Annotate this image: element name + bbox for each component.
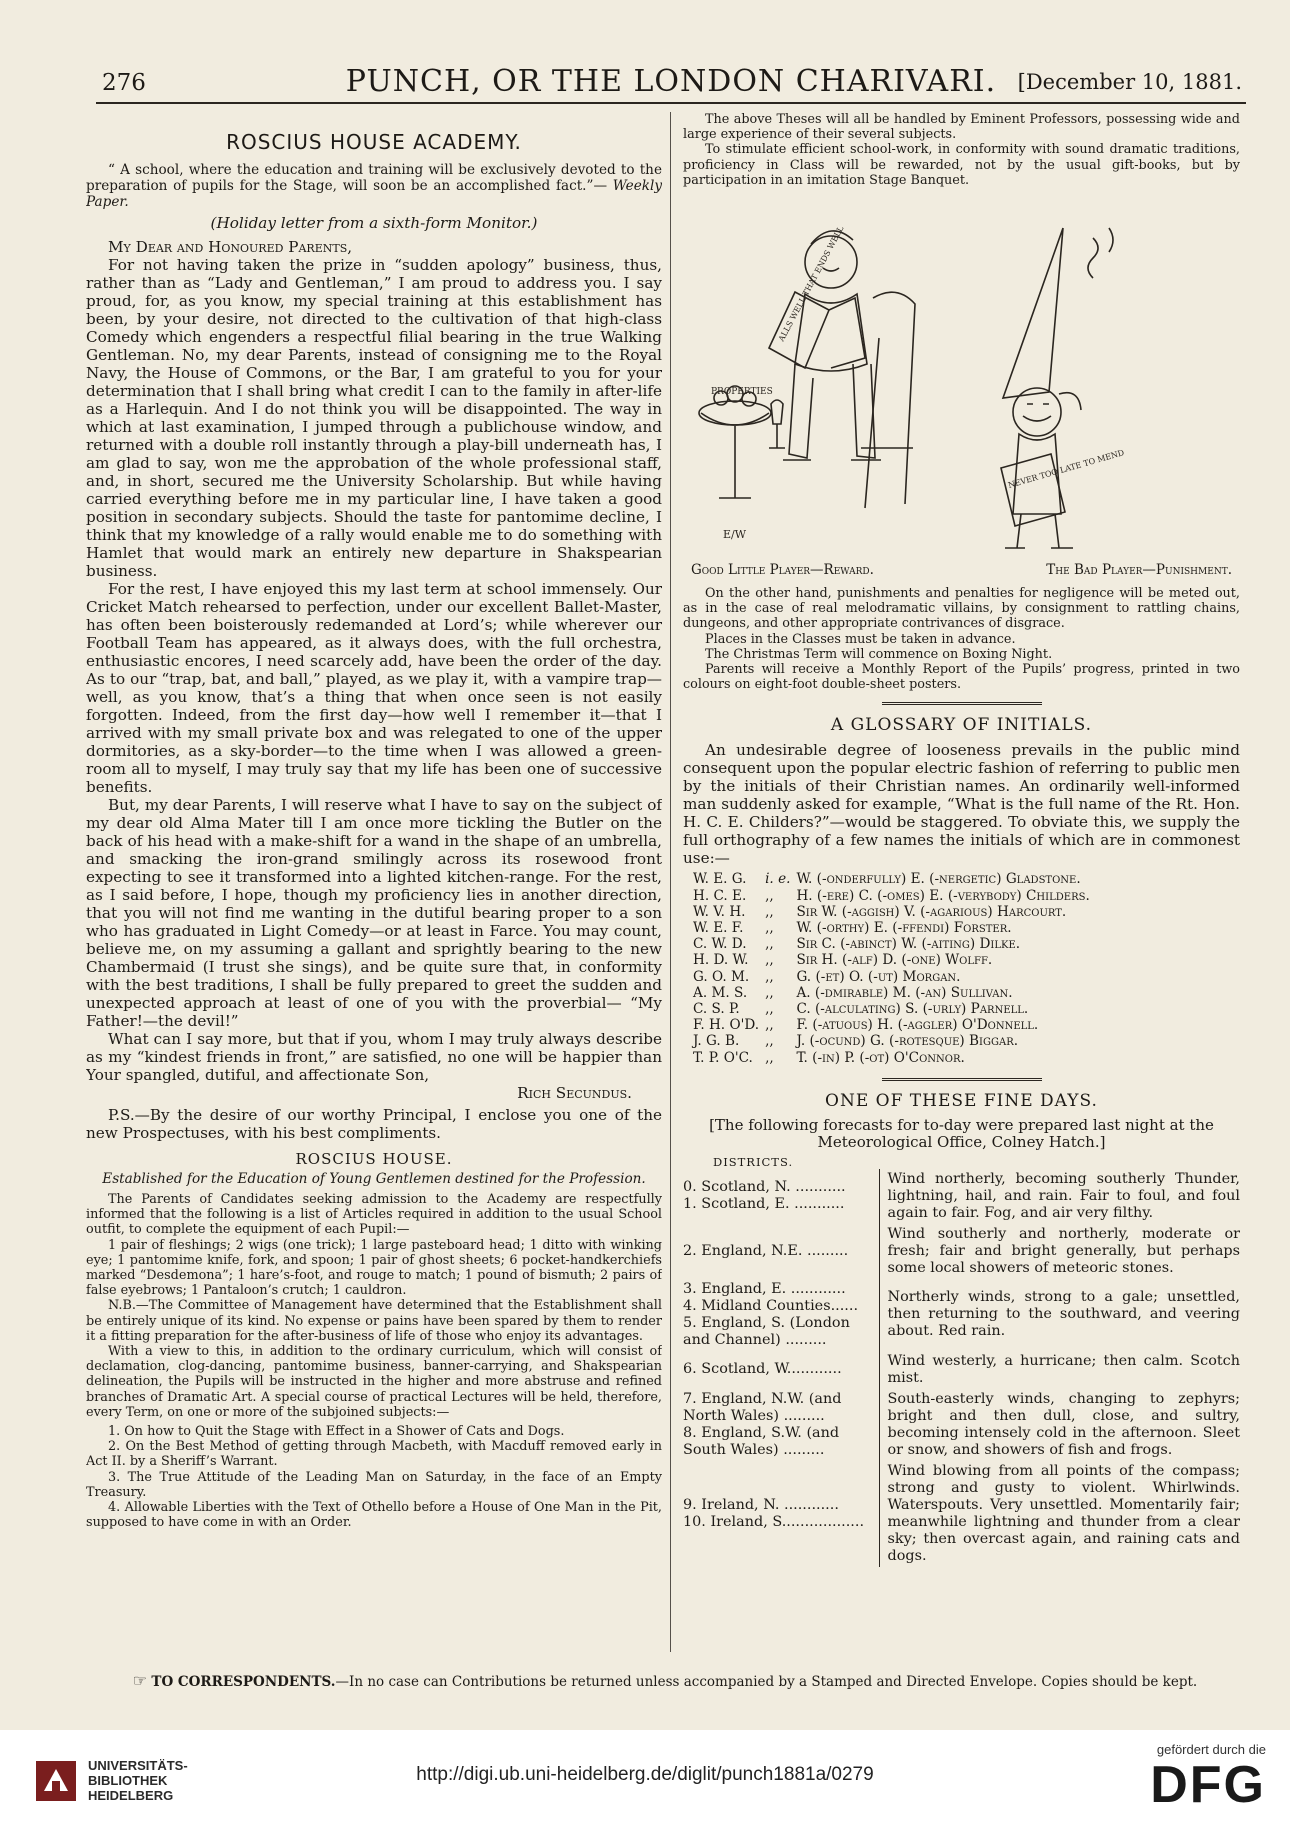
page-number: 276 [102, 70, 146, 96]
institution-line: BIBLIOTHEK [88, 1773, 168, 1788]
epigraph: “ A school, where the education and training will be exclusively devoted to the preparation of pupils for the Stage, will soon be an accomplished fact.”— Weekly Paper. [86, 162, 662, 210]
institution-line: HEIDELBERG [88, 1788, 174, 1803]
weather-districts [683, 1224, 879, 1279]
glossary-row [693, 1001, 1096, 1017]
glossary-row [693, 920, 1096, 936]
glossary-separator: ,, [765, 1001, 774, 1018]
glossary-initials: C. W. D. [693, 936, 747, 953]
weather-forecast: South-easterly winds, changing to zephyrs; bright and then dull, close, and sultry, becoming intensely cold in the afternoon. Sleet or snow, and showers of fish and frogs. [879, 1389, 1240, 1461]
districts-label: DISTRICTS. [713, 1154, 794, 1169]
glossary-initials: J. G. B. [693, 1033, 740, 1050]
glossary-initials: F. H. O'D. [693, 1017, 760, 1034]
glossary-full-name: W. (-onderfully) E. (-nergetic) Gladstone. [796, 871, 1081, 888]
letter-paragraph-2: For the rest, I have enjoyed this my last term at school immensely. Our Cricket Match rehearsed to perfection, under our excellent Ballet-Master, has often been boisterously redemanded at Lord’s; while wherever our Football Team has appeared, as it always does, with the full orchestra, enthusiastic encores, I need scarcely add, have been the order of the day. As to our “trap, bat, and ball,” played, as we play it, with a vampire trap—well, as you know, that’s a thing that when once seen is not easily forgotten. Indeed, from the first day—how well I remember it—that I arrived with my small private box and was relegated to one of the upper dormitories, as a sky-border—to the time when I was allowed a green-room all to myself, I may truly say that my life has been one of successive benefits. [86, 580, 662, 796]
issue-date: [December 10, 1881. [1017, 70, 1242, 94]
caption-left: Good Little Player—Reward. [691, 562, 874, 579]
prospectus-paragraph: With a view to this, in addition to the ordinary curriculum, which will consist of declamation, clog-dancing, pantomime business, banner-carrying, and Shakspearian delineation, the Pupils will be instructed in the higher and more abstruse and refined branches of Dramatic Art. A special course of practical Lectures will be held, therefore, every Term, on one or more of the subjoined subjects:— [86, 1344, 662, 1420]
weather-districts [683, 1351, 879, 1389]
cartoon-drawing [683, 198, 1239, 558]
glossary-initials: T. P. O'C. [693, 1049, 753, 1066]
district-name: 6. Scotland, W............ [683, 1361, 842, 1378]
glossary-separator: ,, [765, 952, 774, 969]
glossary-row [693, 888, 1096, 904]
glossary-full-name: C. (-alculating) S. (-urly) Parnell. [796, 1001, 1029, 1018]
weather-forecast: Wind blowing from all points of the compass; strong and gusty to violent. Whirlwinds. Waterspouts. Very unsettled. Momentarily fair; meanwhile lightning and thunder from a clear sky; then overcast again, and raining cats and dogs. [879, 1461, 1240, 1567]
glossary-separator: ,, [765, 936, 774, 953]
district-name: 7. England, N.W. (and North Wales) ......... [683, 1390, 842, 1424]
prospectus-paragraph: 1 pair of fleshings; 2 wigs (one trick); 1 large pasteboard head; 1 ditto with winking eye; 1 pantomime knife, fork, and spoon; 1 pair of ghost sheets; 6 pocket-handkerchiefs marked “Desdemona”; 1 hare’s-foot, and rouge to match; 1 pound of bismuth; 2 pairs of false eyebrows; 1 Pantaloon’s crutch; 1 cauldron. [86, 1237, 662, 1299]
glossary-separator: i. e. [765, 871, 791, 888]
glossary-row [693, 1033, 1096, 1049]
glossary-row [693, 1017, 1096, 1033]
glossary-full-name: T. (-in) P. (-ot) O'Connor. [796, 1049, 965, 1066]
thesis-item: 1. On how to Quit the Stage with Effect in a Shower of Cats and Dogs. [108, 1424, 565, 1440]
pointing-hand-icon: ☞ [132, 1671, 148, 1690]
district-name: 0. Scotland, N. ........... [683, 1179, 846, 1196]
glossary-initials: C. S. P. [693, 1001, 740, 1018]
left-column [86, 112, 662, 1652]
library-footer-bar [0, 1730, 1290, 1826]
glossary-initials: A. M. S. [693, 984, 748, 1001]
weather-districts [683, 1279, 879, 1351]
glossary-initials: W. V. H. [693, 903, 746, 920]
weather-forecast: Wind westerly, a hurricane; then calm. Scotch mist. [879, 1351, 1240, 1389]
permalink-url[interactable]: http://digi.ub.uni-heidelberg.de/diglit/punch1881a/0279 [416, 1764, 874, 1785]
prospectus-paragraph: Parents will receive a Monthly Report of the Pupils’ progress, printed in two colours on eight-foot double-sheet posters. [683, 662, 1240, 693]
correspondents-label: TO CORRESPONDENTS. [151, 1674, 336, 1690]
weather-row [683, 1224, 1240, 1279]
glossary-full-name: F. (-atuous) H. (-aggler) O'Donnell. [796, 1017, 1039, 1034]
weather-forecast: Northerly winds, strong to a gale; unsettled, then returning to the southward, and veering about. Red rain. [879, 1279, 1240, 1351]
funded-by-label: gefördert durch die [1156, 1742, 1266, 1757]
glossary-table [693, 871, 1096, 1065]
dfg-logo[interactable] [1150, 1742, 1266, 1813]
glossary-intro: An undesirable degree of looseness prevails in the public mind consequent upon the popular electric fashion of referring to public men by the initials of their Christian names. An ordinarily well-informed man suddenly asked for example, “What is the full name of the Rt. Hon. H. C. E. Childers?”—would be staggered. To obviate this, we supply the full orthography of a few names the initials of which are in commonest use:— [683, 741, 1240, 868]
weather-row [683, 1461, 1240, 1567]
glossary-initials: H. C. E. [693, 887, 747, 904]
district-name: 9. Ireland, N. ............ [683, 1496, 839, 1513]
glossary-initials: H. D. W. [693, 952, 749, 969]
glossary-row [693, 969, 1096, 985]
correspondents-note [90, 1672, 1240, 1691]
weather-row [683, 1279, 1240, 1351]
glossary-full-name: Sir C. (-abinct) W. (-aiting) Dilke. [796, 936, 1021, 953]
thesis-item: 2. On the Best Method of getting through Macbeth, with Macduff removed early in Act II. by a Sheriff’s Warrant. [86, 1439, 662, 1470]
district-name: 2. England, N.E. ......... [683, 1242, 849, 1259]
poster-label: NEVER TOO LATE TO MEND [1007, 448, 1126, 490]
weather-forecast: Wind southerly and northerly, moderate or fresh; fair and bright generally, but perhaps some local showers of meteoric stones. [879, 1224, 1240, 1279]
caption-right: The Bad Player—Punishment. [1046, 562, 1232, 579]
glossary-separator: ,, [765, 887, 774, 904]
signature: Rich Secundus. [517, 1084, 632, 1102]
prospectus-paragraph: To stimulate efficient school-work, in conformity with sound dramatic traditions, proficiency in Class will be rewarded, not by the usual gift-books, but by participation in an imitation Stage Banquet. [683, 142, 1240, 188]
cartoon-illustration [683, 198, 1240, 558]
prospectus-subtitle: Established for the Education of Young Gentlemen destined for the Profession. [102, 1171, 646, 1187]
weather-table [683, 1169, 1240, 1567]
glossary-separator: ,, [765, 984, 774, 1001]
thesis-item: 4. Allowable Liberties with the Text of Othello before a House of One Man in the Pit, supposed to have come in with an Order. [86, 1500, 662, 1531]
district-name: 4. Midland Counties...... [683, 1297, 859, 1314]
district-name: 1. Scotland, E. ........... [683, 1196, 845, 1213]
glossary-initials: G. O. M. [693, 968, 750, 985]
glossary-separator: ,, [765, 1033, 774, 1050]
district-name: 8. England, S.W. (and South Wales) ......... [683, 1424, 840, 1458]
props-label: PROPERTIES [711, 387, 773, 398]
masthead-title: PUNCH, OR THE LONDON CHARIVARI. [345, 64, 997, 99]
glossary-full-name: A. (-dmirable) M. (-an) Sullivan. [796, 984, 1013, 1001]
glossary-separator: ,, [765, 1049, 774, 1066]
district-name: 3. England, E. ............ [683, 1280, 846, 1297]
weather-row [683, 1351, 1240, 1389]
district-name: 10. Ireland, S.................. [683, 1513, 865, 1530]
section-divider [882, 1078, 1042, 1081]
glossary-initials: W. E. G. [693, 871, 747, 888]
weather-title: ONE OF THESE FINE DAYS. [825, 1090, 1098, 1111]
weather-districts [683, 1461, 879, 1567]
prospectus-paragraph: The above Theses will all be handled by Eminent Professors, possessing wide and large experience of their several subjects. [683, 112, 1240, 143]
glossary-row [693, 1050, 1096, 1066]
glossary-title: A GLOSSARY OF INITIALS. [830, 715, 1093, 736]
glossary-row [693, 936, 1096, 952]
section-divider [882, 702, 1042, 705]
glossary-full-name: G. (-et) O. (-ut) Morgan. [796, 968, 961, 985]
prospectus-paragraph: On the other hand, punishments and penalties for negligence will be meted out, as in the case of real melodramatic villains, by consignment to rattling chains, dungeons, and other appropriate contrivances of disgrace. [683, 586, 1240, 632]
weather-districts [683, 1389, 879, 1461]
postscript: P.S.—By the desire of our worthy Principal, I enclose you one of the new Prospectuses, with his best compliments. [86, 1106, 662, 1142]
glossary-full-name: W. (-orthy) E. (-ffendi) Forster. [796, 920, 1012, 937]
weather-intro: [The following forecasts for to-day were prepared last night at the Meteorological Office, Colney Hatch.] [709, 1115, 1214, 1151]
weather-districts [683, 1169, 879, 1224]
prospectus-paragraph: The Parents of Candidates seeking admission to the Academy are respectfully informed that the following is a list of Articles required in addition to the usual School outfit, to complete the equipment of each Pupil:— [86, 1192, 662, 1238]
glossary-row [693, 871, 1096, 887]
cartoon-captions [691, 562, 1232, 578]
prospectus-paragraph: The Christmas Term will commence on Boxing Night. [705, 646, 1053, 662]
glossary-full-name: Sir H. (-alf) D. (-one) Wolff. [796, 952, 993, 969]
glossary-full-name: J. (-ocund) G. (-rotesque) Biggar. [796, 1033, 1019, 1050]
weather-row [683, 1389, 1240, 1461]
thesis-item: 3. The True Attitude of the Leading Man on Saturday, in the face of an Empty Treasury. [86, 1469, 662, 1500]
district-name: 5. England, S. (London and Channel) ......... [683, 1314, 850, 1348]
weather-forecast: Wind northerly, becoming southerly Thunder, lightning, hail, and rain. Fair to foul, and foul again to fair. Fog, and air very filthy. [879, 1169, 1240, 1224]
letter-paragraph-3: But, my dear Parents, I will reserve what I have to say on the subject of my dear old Alma Mater till I am once more tickling the Butler on the back of his head with a make-shift for a wand in the shape of an umbrella, and smacking the iron-grand smilingly across its rosewood front expecting to see it transformed into a lighted kitchen-range. For the rest, as I said before, I hope, though my proficiency lies in another direction, that you will not find me wanting in the dutiful bearing proper to a son who has graduated in Light Comedy—or at least in Farce. You may count, believe me, on my assuming a gallant and sprightly bearing to the new Chambermaid (I trust she sings), and be quite sure that, in conformity with the best traditions, I shall be fully prepared to greet the sudden and unexpected approach at least of one of you with the proverbial— “My Father!—the devil!” [86, 796, 662, 1030]
glossary-separator: ,, [765, 1017, 774, 1034]
dfg-wordmark: DFG [1150, 1756, 1266, 1814]
salutation: My Dear and Honoured Parents, [108, 238, 353, 256]
prospectus-paragraph: N.B.—The Committee of Management have determined that the Establishment shall be entirely unique of its kind. No expense or pains have been spared by them to render it a fitting preparation for the after-business of life of those who enjoy its advantages. [86, 1298, 662, 1344]
correspondents-text: —In no case can Contributions be returned unless accompanied by a Stamped and Directed Envelope. Copies should be kept. [335, 1674, 1198, 1690]
page-header [96, 60, 1246, 104]
glossary-initials: W. E. F. [693, 920, 744, 937]
glossary-separator: ,, [765, 968, 774, 985]
prospectus-body [86, 1192, 662, 1530]
artist-signature: E/W [723, 528, 747, 542]
letter-paragraph-1: For not having taken the prize in “sudden apology” business, thus, rather than as “Lady and Gentleman,” I am proud to address you. I say proud, for, as you know, my special training at this establishment has been, by your desire, not directed to the cultivation of that high-class Comedy which engenders a respectful filial bearing in the true Walking Gentleman. No, my dear Parents, instead of consigning me to the Royal Navy, the House of Commons, or the Bar, I am grateful to you for your determination that I shall bring what credit I can to the family in after-life as a Harlequin. And I do not think you will be disappointed. The way in which at last examination, I jumped through a publichouse window, and returned with a double roll instantly through a play-bill underneath has, I am glad to say, won me the approbation of the whole professional staff, and, in short, secured me the University Scholarship. But while having carried everything before me in my particular line, I have taken a good position in secondary subjects. Should the taste for pantomime decline, I think that my knowledge of a rally would enable me to do something with Hamlet that would mark an entirely new departure in Shakspearian business. [86, 256, 662, 580]
weather-row [683, 1169, 1240, 1224]
glossary-row [693, 904, 1096, 920]
glossary-separator: ,, [765, 903, 774, 920]
glossary-separator: ,, [765, 920, 774, 937]
glossary-full-name: Sir W. (-aggish) V. (-agarious) Harcourt. [796, 903, 1067, 920]
right-column [670, 112, 1240, 1652]
letter-paragraph-4: What can I say more, but that if you, whom I may truly always describe as my “kindest friends in front,” are satisfied, no one will be happier than Your spangled, dutiful, and affectionate Son, [86, 1030, 662, 1084]
glossary-full-name: H. (-ere) C. (-omes) E. (-verybody) Childers. [796, 887, 1090, 904]
prospectus-title: ROSCIUS HOUSE. [295, 1150, 453, 1168]
institution-line: UNIVERSITÄTS- [88, 1758, 188, 1773]
book-label: ALLS WELL THAT ENDS WELL [776, 224, 846, 343]
glossary-row [693, 952, 1096, 968]
subtitle: (Holiday letter from a sixth-form Monitor.) [210, 214, 538, 232]
glossary-row [693, 985, 1096, 1001]
prospectus-paragraph: Places in the Classes must be taken in advance. [705, 631, 1016, 647]
article-title: ROSCIUS HOUSE ACADEMY. [226, 130, 522, 154]
